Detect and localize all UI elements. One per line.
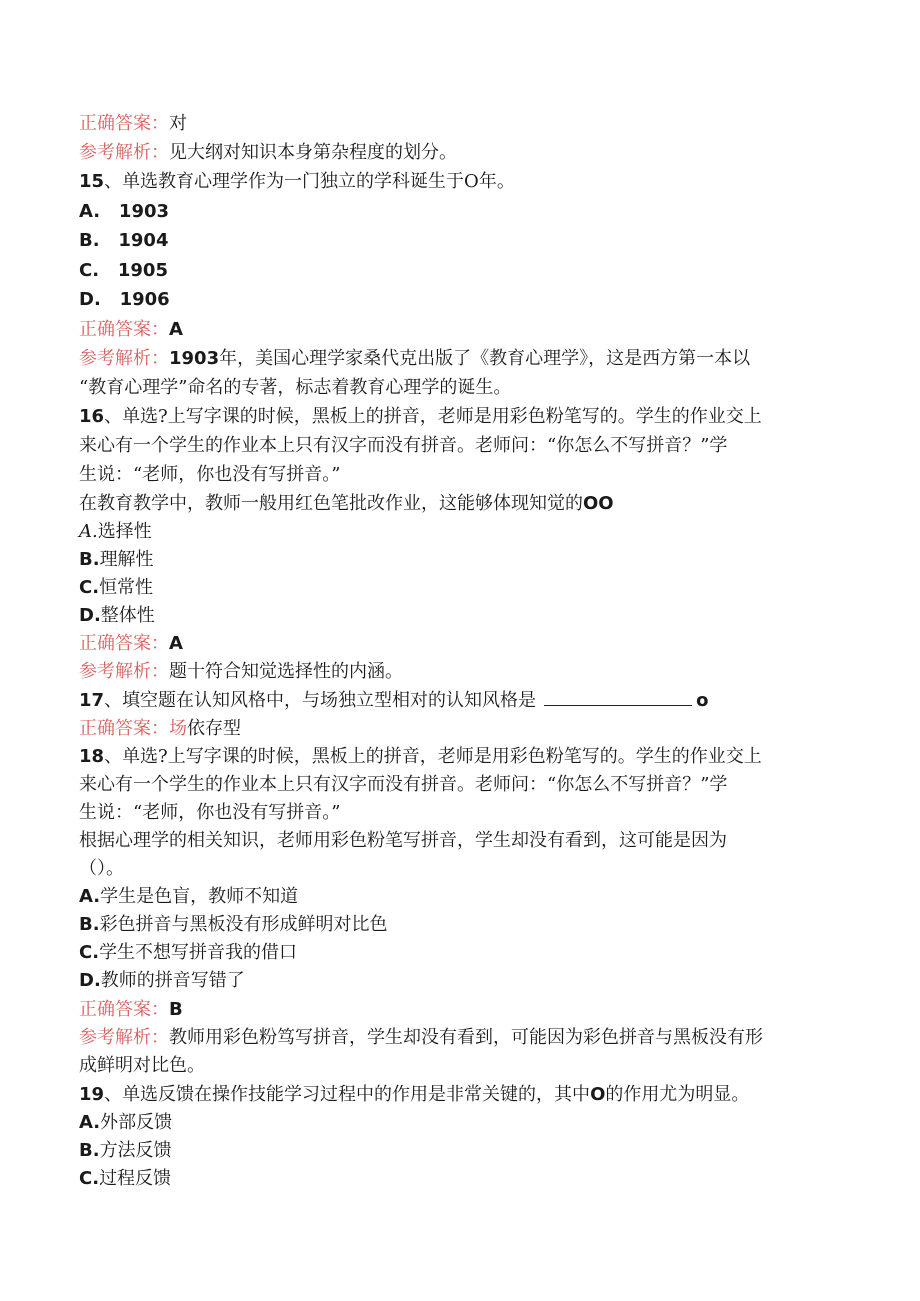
question-17 (79, 689, 708, 713)
question-text-line (79, 463, 340, 487)
question-text: 单选?上写字课的时候，黑板上的拼音，老师是用彩色粉笔写的。学生的作业交上 (122, 746, 762, 767)
question-15 (79, 170, 515, 194)
question-text: 生说：“老师，你也没有写拼音。” (79, 464, 341, 485)
analysis-text: 年，美国心理学家桑代克出版了《教育心理学》，这是西方第一本以 (219, 348, 751, 369)
question-text: 来心有一个学生的作业本上只有汉字而没有拼音。老师问：“你怎么不写拼音？”学 (79, 435, 728, 456)
question-text: 来心有一个学生的作业本上只有汉字而没有拼音。老师问：“你怎么不写拼音？”学 (79, 774, 728, 795)
question-text: 填空题在认知风格中，与场独立型相对的认知风格是 (122, 690, 537, 711)
option-b[interactable] (79, 229, 168, 253)
question-number: 17 (79, 690, 105, 711)
question-text: 单选?上写字课的时候，黑板上的拼音，老师是用彩色粉笔写的。学生的作业交上 (122, 406, 762, 427)
question-number: 18 (79, 746, 105, 767)
analysis-line (79, 1026, 763, 1050)
question-sep: 、 (104, 171, 123, 192)
question-text: 根据心理学的相关知识，老师用彩色粉笔写拼音，学生却没有看到，这可能是因为 (79, 830, 727, 851)
analysis-line (79, 141, 457, 165)
question-tail: o (696, 690, 709, 711)
option-d[interactable] (79, 969, 245, 993)
question-number: 16 (79, 406, 105, 427)
question-text: 单选反馈在操作技能学习过程中的作用是非常关键的，其中 (122, 1084, 591, 1105)
analysis-text: 题十符合知觉选择性的内涵。 (169, 661, 403, 682)
option-text: 学生不想写拼音我的借口 (99, 942, 298, 963)
option-text: 方法反馈 (99, 1140, 172, 1161)
question-sep: 、 (104, 690, 123, 711)
fill-blank[interactable] (544, 691, 692, 706)
option-text: 1906 (119, 289, 170, 310)
question-sep: 、 (104, 746, 123, 767)
question-18 (79, 745, 762, 769)
option-c[interactable] (79, 1167, 171, 1191)
analysis-label: 参考解析： (79, 661, 169, 682)
analysis-text: 成鲜明对比色。 (79, 1055, 205, 1076)
question-text-line (79, 857, 124, 881)
answer-line (79, 318, 183, 342)
option-b[interactable] (79, 548, 154, 572)
option-text: 恒常性 (99, 577, 154, 598)
question-16 (79, 405, 762, 429)
option-text: 外部反馈 (100, 1112, 173, 1133)
answer-value: 对 (169, 113, 187, 134)
question-text: （）。 (79, 858, 124, 879)
answer-line (79, 717, 241, 741)
answer-label: 正确答案： (79, 113, 169, 134)
analysis-text: 见大纲对知识本身第杂程度的划分。 (169, 142, 457, 163)
option-b[interactable] (79, 913, 388, 937)
question-text: 单选教育心理学作为一门独立的学科诞生于O年。 (122, 171, 515, 192)
option-c[interactable] (79, 941, 297, 965)
option-d[interactable] (79, 288, 170, 312)
question-blank-marker: OO (583, 493, 614, 514)
analysis-label: 参考解析： (79, 1027, 169, 1048)
question-text-line (79, 434, 727, 458)
option-text: 过程反馈 (99, 1168, 172, 1189)
analysis-line (79, 347, 750, 371)
option-text: 选择性 (97, 521, 152, 542)
question-19 (79, 1083, 749, 1107)
question-text: 在教育教学中，教师一般用红色笔批改作业，这能够体现知觉的 (79, 493, 583, 514)
option-letter: A. (79, 886, 101, 907)
option-letter: B. (79, 230, 100, 251)
option-text: 1904 (118, 230, 169, 251)
question-sep: 、 (104, 406, 123, 427)
answer-value: B (169, 999, 183, 1020)
option-letter: A. (79, 1112, 101, 1133)
analysis-label: 参考解析： (79, 142, 169, 163)
option-letter: D. (79, 605, 101, 626)
answer-line (79, 632, 183, 656)
option-letter: C. (79, 1168, 100, 1189)
analysis-line (79, 660, 403, 684)
option-letter: A. (79, 201, 101, 222)
option-letter: C. (79, 260, 100, 281)
option-text: 1903 (118, 201, 170, 222)
analysis-line-2 (79, 1054, 205, 1078)
analysis-year: 1903 (169, 348, 220, 369)
option-a[interactable] (79, 1111, 172, 1135)
answer-value-prefix: 场 (169, 718, 187, 739)
option-a[interactable] (79, 885, 298, 909)
question-text-line (79, 773, 727, 797)
option-text: 教师的拼音写错了 (100, 970, 245, 991)
answer-label: 正确答案： (79, 718, 169, 739)
question-text: 生说：“老师，你也没有写拼音。” (79, 802, 341, 823)
question-number: 19 (79, 1084, 105, 1105)
question-text-line (79, 801, 340, 825)
option-letter: A. (79, 521, 98, 542)
option-letter: B. (79, 549, 100, 570)
analysis-text: “教育心理学”命名的专著，标志着教育心理学的诞生。 (79, 377, 512, 398)
question-number: 15 (79, 171, 105, 192)
option-text: 理解性 (99, 549, 154, 570)
option-letter: D. (79, 970, 101, 991)
option-text: 1905 (117, 260, 168, 281)
question-text-line (79, 492, 614, 516)
answer-value: 依存型 (187, 718, 241, 739)
option-text: 学生是色盲，教师不知道 (100, 886, 299, 907)
option-letter: B. (79, 1140, 100, 1161)
option-b[interactable] (79, 1139, 172, 1163)
answer-label: 正确答案： (79, 999, 169, 1020)
option-letter: B. (79, 914, 100, 935)
answer-line (79, 112, 187, 136)
answer-line (79, 998, 183, 1022)
option-letter: C. (79, 577, 100, 598)
analysis-label: 参考解析： (79, 348, 169, 369)
question-blank-marker: O (590, 1084, 606, 1105)
option-c[interactable] (79, 576, 153, 600)
option-d[interactable] (79, 604, 155, 628)
option-text: 彩色拼音与黑板没有形成鲜明对比色 (99, 914, 388, 935)
answer-label: 正确答案： (79, 633, 169, 654)
analysis-line-2 (79, 376, 511, 400)
question-text-line (79, 829, 727, 853)
option-a[interactable] (79, 520, 152, 544)
option-letter: C. (79, 942, 100, 963)
answer-value: A (169, 633, 183, 654)
answer-label: 正确答案： (79, 319, 169, 340)
analysis-text: 教师用彩色粉笃写拼音，学生却没有看到，可能因为彩色拼音与黑板没有形 (169, 1027, 763, 1048)
option-a[interactable] (79, 200, 169, 224)
option-letter: D. (79, 289, 101, 310)
answer-value: A (169, 319, 183, 340)
question-sep: 、 (104, 1084, 123, 1105)
option-c[interactable] (79, 259, 168, 283)
question-text: 的作用尤为明显。 (605, 1084, 750, 1105)
option-text: 整体性 (100, 605, 155, 626)
